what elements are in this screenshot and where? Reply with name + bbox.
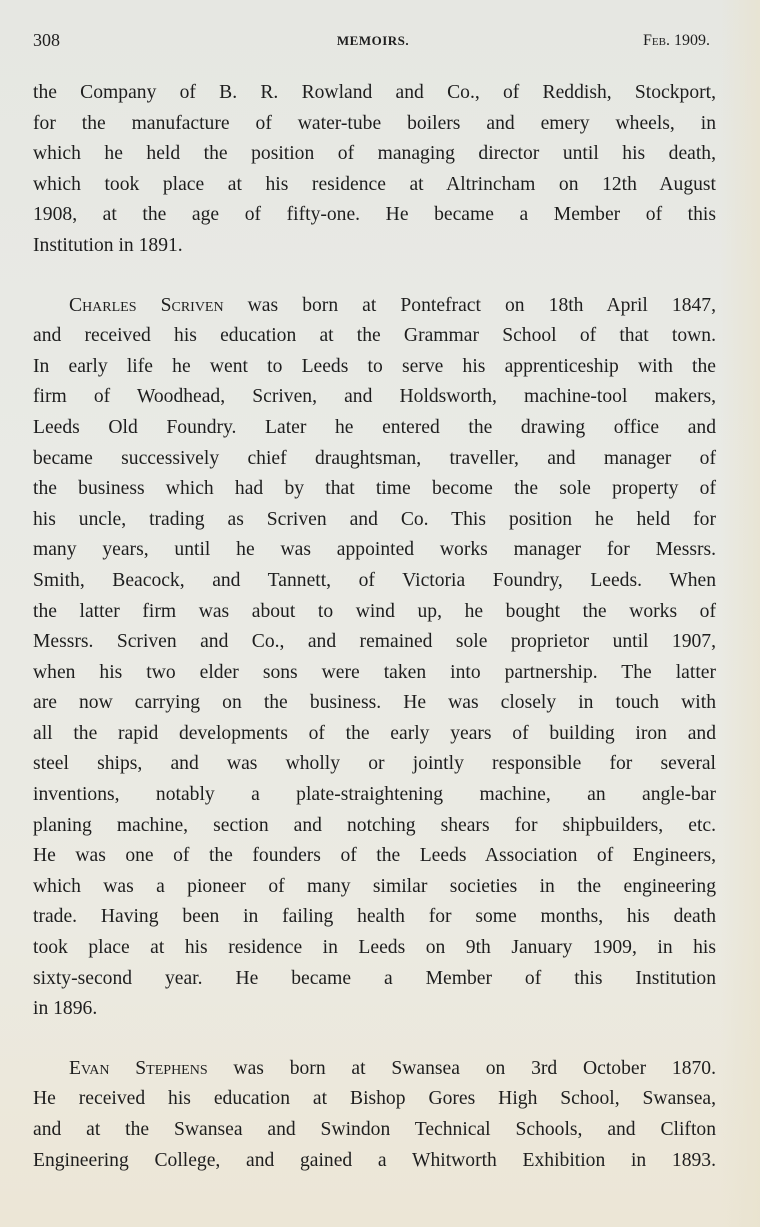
text-line: the Company of B. R. Rowland and Co., of Reddish, Stockport,	[33, 82, 716, 103]
text-line: and at the Swansea and Swindon Technical Schools, and Clifton	[33, 1119, 716, 1140]
header-date: Feb. 1909.	[643, 32, 710, 49]
page-number: 308	[33, 30, 60, 50]
text-line: his uncle, trading as Scriven and Co. This position he held for	[33, 508, 716, 530]
text-line: inventions, notably a plate-straightening machine, an angle-bar	[33, 784, 716, 806]
text-line: in 1896.	[33, 998, 98, 1020]
text-line: sixty-second year. He became a Member of this Institution	[33, 967, 716, 989]
text-line: many years, until he was appointed works manager for Messrs.	[33, 539, 716, 561]
text-line: steel ships, and was wholly or jointly responsible for several	[33, 753, 716, 775]
text-line: Evan Stephens was born at Swansea on 3rd October 1870.	[69, 1057, 716, 1079]
text-line: became successively chief draughtsman, traveller, and manager of	[33, 447, 716, 469]
text-line: Charles Scriven was born at Pontefract on 18th April 1847,	[69, 294, 716, 316]
text-line: took place at his residence in Leeds on 9th January 1909, in his	[33, 937, 716, 959]
text-line: and received his education at the Grammar School of that town.	[33, 325, 716, 347]
page-edge-shadow	[720, 0, 760, 1227]
memoir-name: Charles Scriven	[69, 294, 224, 316]
page-body	[33, 78, 716, 1205]
text-line: planing machine, section and notching shears for shipbuilders, etc.	[33, 814, 716, 836]
text-line: Engineering College, and gained a Whitworth Exhibition in 1893.	[33, 1149, 716, 1171]
text-line: which he held the position of managing director until his death,	[33, 143, 716, 165]
text-line: Leeds Old Foundry. Later he entered the drawing office and	[33, 416, 716, 438]
text-line: the business which had by that time become the sole property of	[33, 478, 716, 500]
memoir-paragraph-rowland	[33, 78, 716, 262]
text-line: which took place at his residence at Altrincham on 12th August	[33, 173, 716, 195]
text-line: In early life he went to Leeds to serve his apprenticeship with the	[33, 355, 716, 377]
text-line: all the rapid developments of the early years of building iron and	[33, 722, 716, 744]
page-header	[33, 30, 713, 60]
text-line: 1908, at the age of fifty-one. He became a Member of this	[33, 204, 716, 226]
text-line: Institution in 1891.	[33, 234, 183, 256]
running-title: MEMOIRS.	[336, 33, 410, 48]
text-line: are now carrying on the business. He was closely in touch with	[33, 692, 716, 714]
text-line: He was one of the founders of the Leeds Association of Engineers,	[33, 845, 716, 867]
text-line: trade. Having been in failing health for some months, his death	[33, 906, 716, 928]
memoir-paragraph-scriven	[33, 291, 716, 1025]
memoir-name: Evan Stephens	[69, 1057, 208, 1079]
text-line: Messrs. Scriven and Co., and remained sole proprietor until 1907,	[33, 631, 716, 653]
text-line: the latter firm was about to wind up, he bought the works of	[33, 600, 716, 622]
memoir-paragraph-stephens	[33, 1054, 716, 1176]
text-line: firm of Woodhead, Scriven, and Holdsworth, machine-tool makers,	[33, 386, 716, 408]
text-line: for the manufacture of water-tube boilers and emery wheels, in	[33, 112, 716, 134]
text-line: He received his education at Bishop Gores High School, Swansea,	[33, 1088, 716, 1110]
text-line: which was a pioneer of many similar societies in the engineering	[33, 875, 716, 897]
text-line: when his two elder sons were taken into partnership. The latter	[33, 661, 716, 683]
text-line: Smith, Beacock, and Tannett, of Victoria Foundry, Leeds. When	[33, 569, 716, 591]
